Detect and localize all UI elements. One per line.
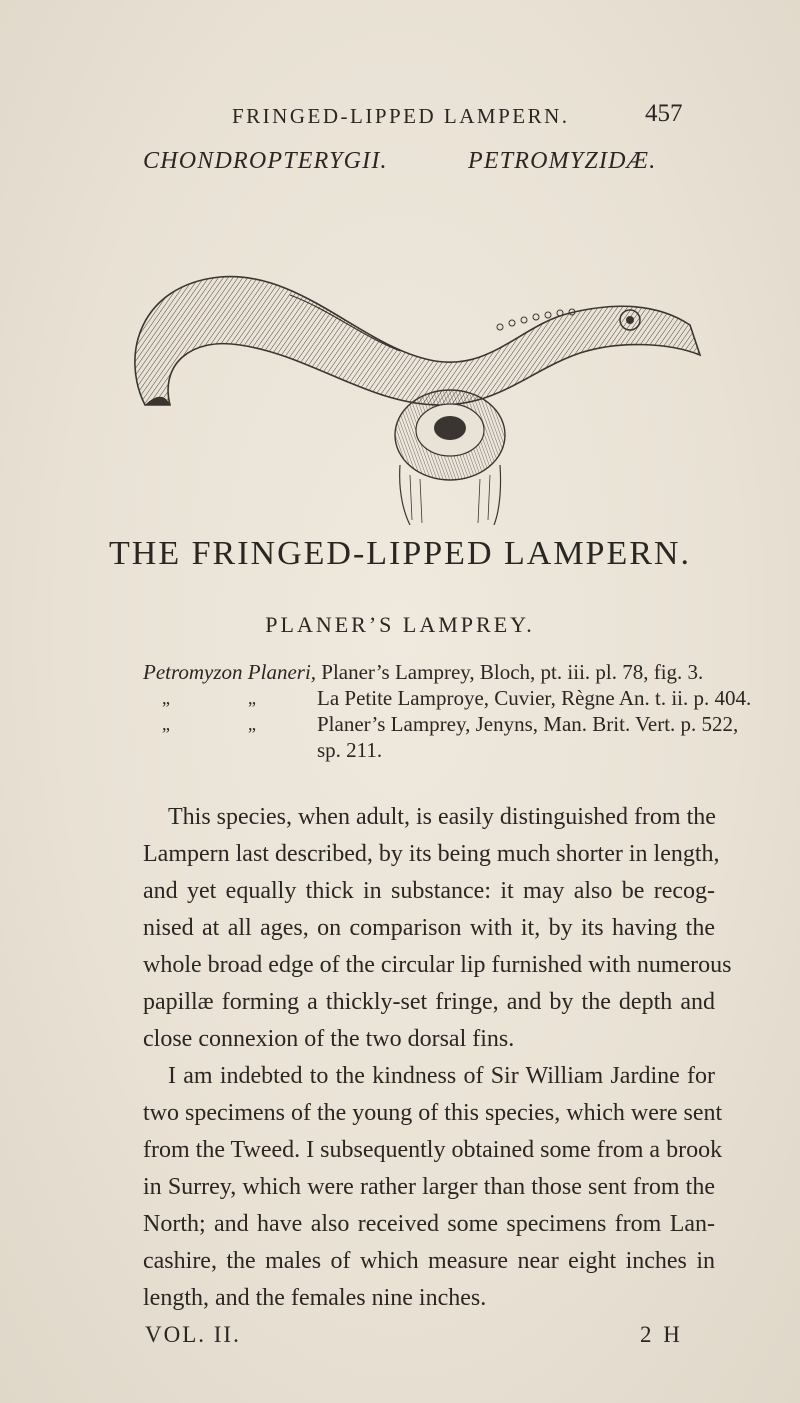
body-line: North; and have also received some specimens from Lan- xyxy=(143,1211,715,1237)
section-head xyxy=(0,148,800,182)
synonymy-continuation: sp. 211. xyxy=(317,738,383,762)
ditto-mark: „ xyxy=(248,688,256,708)
ditto-mark: „ xyxy=(248,714,256,734)
body-line: cashire, the males of which measure near eight inches in xyxy=(143,1248,715,1274)
synonymy-reference-3: Planer’s Lamprey, Jenyns, Man. Brit. Vert. p. 522, xyxy=(317,712,739,736)
family-heading: PETROMYZIDÆ. xyxy=(468,148,657,174)
body-line: close connexion of the two dorsal fins. xyxy=(143,1026,515,1052)
lamprey-illustration xyxy=(100,265,720,525)
body-line: two specimens of the young of this species, which were sent xyxy=(143,1100,723,1126)
body-line: whole broad edge of the circular lip furnished with numerous xyxy=(143,952,732,978)
synonymy-line-3-continued xyxy=(317,738,382,763)
synonymy-reference-2: La Petite Lamproye, Cuvier, Règne An. t. ii. p. 404. xyxy=(317,686,752,710)
lamprey-body xyxy=(135,277,700,405)
synonymy-reference-1: Planer’s Lamprey, Bloch, pt. iii. pl. 78, fig. 3. xyxy=(321,660,704,684)
body-line: Lampern last described, by its being much shorter in length, xyxy=(143,841,720,867)
running-head xyxy=(0,100,800,134)
volume-label: VOL. II. xyxy=(145,1322,241,1347)
mouth-disc xyxy=(395,390,505,525)
synonymy-line-3 xyxy=(317,712,738,737)
body-line: This species, when adult, is easily distinguished from the xyxy=(168,804,716,830)
class-heading: CHONDROPTERYGII. xyxy=(143,148,388,174)
body-line: in Surrey, which were rather larger than those sent from the xyxy=(143,1174,715,1200)
synonymy-species: Petromyzon Planeri, xyxy=(143,660,317,684)
body-line: and yet equally thick in substance: it may also be recog- xyxy=(143,878,715,904)
running-head-title: FRINGED-LIPPED LAMPERN. xyxy=(232,104,570,128)
ditto-mark: „ xyxy=(162,714,170,734)
signature-mark: 2 H xyxy=(640,1322,683,1347)
body-line: papillæ forming a thickly-set fringe, and by the depth and xyxy=(143,989,715,1015)
body-line: nised at all ages, on comparison with it, by its having the xyxy=(143,915,715,941)
synonymy-line-1 xyxy=(143,660,703,685)
body-line: length, and the females nine inches. xyxy=(143,1285,487,1311)
body-line: I am indebted to the kindness of Sir William Jardine for xyxy=(168,1063,715,1089)
ditto-mark: „ xyxy=(162,688,170,708)
synonymy-line-2 xyxy=(317,686,751,711)
page-footer xyxy=(0,1322,800,1352)
article-subtitle: PLANER’S LAMPREY. xyxy=(265,612,535,637)
body-line: from the Tweed. I subsequently obtained some from a brook xyxy=(143,1137,723,1163)
page-number: 457 xyxy=(645,100,683,127)
article-title: THE FRINGED-LIPPED LAMPERN. xyxy=(109,535,691,572)
